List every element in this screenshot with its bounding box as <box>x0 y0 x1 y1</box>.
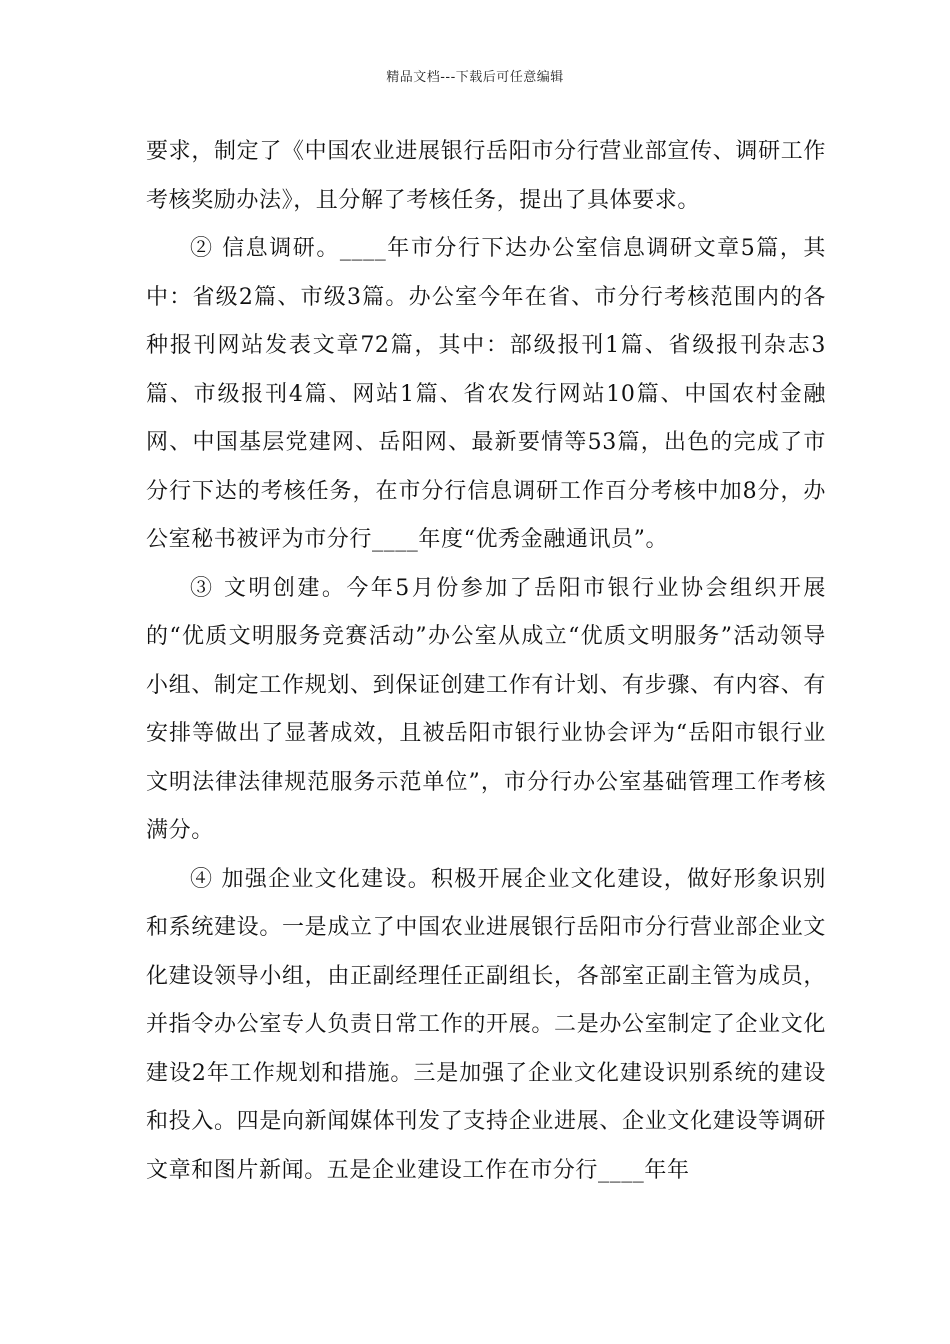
paragraph-continued: 要求，制定了《中国农业进展银行岳阳市分行营业部宣传、调研工作考核奖励办法》，且分解了考核任务，提出了具体要求。 <box>146 139 826 213</box>
paragraph-info-research: ② 信息调研。____年市分行下达办公室信息调研文章5篇，其中：省级2篇、市级3篇。办公室今年在省、市分行考核范围内的各种报刊网站发表文章72篇，其中：部级报刊1篇、省级报刊杂志3篇、市级报刊4篇、网站1篇、省农发行网站10篇、中国农村金融网、中国基层党建网、岳阳网、最新要情等53篇，出色的完成了市分行下达的考核任务，在市分行信息调研工作百分考核中加8分，办公室秘书被评为市分行____年度“优秀金融通讯员”。 <box>146 236 826 552</box>
paragraph-culture: ④ 加强企业文化建设。积极开展企业文化建设，做好形象识别和系统建设。一是成立了中国农业进展银行岳阳市分行营业部企业文化建设领导小组，由正副经理任正副组长，各部室正副主管为成员，并指令办公室专人负责日常工作的开展。二是办公室制定了企业文化建设2年工作规划和措施。三是加强了企业文化建设识别系统的建设和投入。四是向新闻媒体刊发了支持企业进展、企业文化建设等调研文章和图片新闻。五是企业建设工作在市分行____年年 <box>146 866 826 1183</box>
document-body <box>146 128 826 1195</box>
page-header: 精品文档---下载后可任意编辑 <box>386 70 564 85</box>
paragraph-civilization: ③ 文明创建。今年5月份参加了岳阳市银行业协会组织开展的“优质文明服务竞赛活动”办公室从成立“优质文明服务”活动领导小组、制定工作规划、到保证创建工作有计划、有步骤、有内容、有安排等做出了显著成效，且被岳阳市银行业协会评为“岳阳市银行业文明法律法律规范服务示范单位”，市分行办公室基础管理工作考核满分。 <box>146 575 826 843</box>
